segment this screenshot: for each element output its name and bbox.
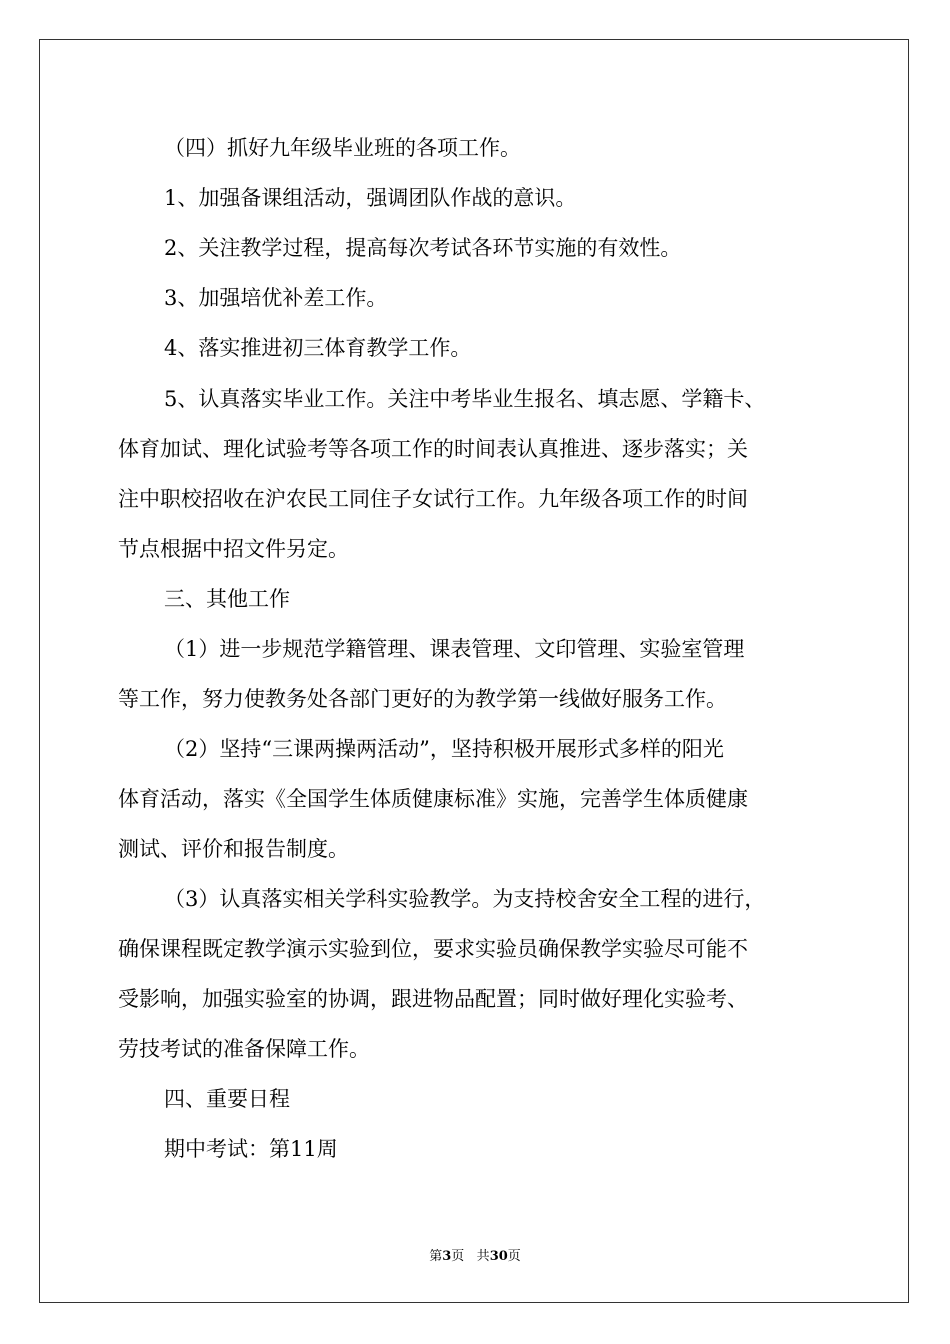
text-line: 期中考试：第11周 — [164, 1137, 338, 1161]
text-line: 等工作，努力使教务处各部门更好的为教学第一线做好服务工作。 — [118, 687, 727, 711]
section-heading: 三、其他工作 — [164, 587, 290, 611]
total-pages-number: 30 — [489, 1249, 508, 1264]
section-heading: 四、重要日程 — [164, 1087, 290, 1111]
footer-prefix: 第 — [429, 1249, 443, 1264]
text-line: （2）坚持“三课两操两活动”，坚持积极开展形式多样的阳光 — [164, 737, 724, 761]
text-line: 4、落实推进初三体育教学工作。 — [164, 336, 472, 360]
text-line: （四）抓好九年级毕业班的各项工作。 — [164, 136, 521, 160]
text-line: 注中职校招收在沪农民工同住子女试行工作。九年级各项工作的时间 — [118, 487, 748, 511]
text-line: 劳技考试的准备保障工作。 — [118, 1037, 370, 1061]
text-line: 体育活动，落实《全国学生体质健康标准》实施，完善学生体质健康 — [118, 787, 748, 811]
text-line: 节点根据中招文件另定。 — [118, 537, 349, 561]
text-line: （3）认真落实相关学科实验教学。为支持校舍安全工程的进行， — [164, 887, 766, 911]
text-line: 2、关注教学过程，提高每次考试各环节实施的有效性。 — [164, 236, 682, 260]
text-line: 测试、评价和报告制度。 — [118, 837, 349, 861]
page-footer — [0, 1245, 950, 1264]
footer-page-unit: 页 — [451, 1249, 465, 1264]
text-line: 3、加强培优补差工作。 — [164, 286, 388, 310]
footer-total-unit: 页 — [507, 1249, 521, 1264]
text-line: 5、认真落实毕业工作。关注中考毕业生报名、填志愿、学籍卡、 — [164, 387, 766, 411]
text-line: 1、加强备课组活动，强调团队作战的意识。 — [164, 186, 577, 210]
text-line: 体育加试、理化试验考等各项工作的时间表认真推进、逐步落实；关 — [118, 437, 748, 461]
text-line: （1）进一步规范学籍管理、课表管理、文印管理、实验室管理 — [164, 637, 745, 661]
text-line: 受影响，加强实验室的协调，跟进物品配置；同时做好理化实验考、 — [118, 987, 748, 1011]
footer-total-prefix: 共 — [476, 1249, 490, 1264]
text-line: 确保课程既定教学演示实验到位，要求实验员确保教学实验尽可能不 — [118, 937, 748, 961]
current-page-number: 3 — [442, 1249, 452, 1264]
